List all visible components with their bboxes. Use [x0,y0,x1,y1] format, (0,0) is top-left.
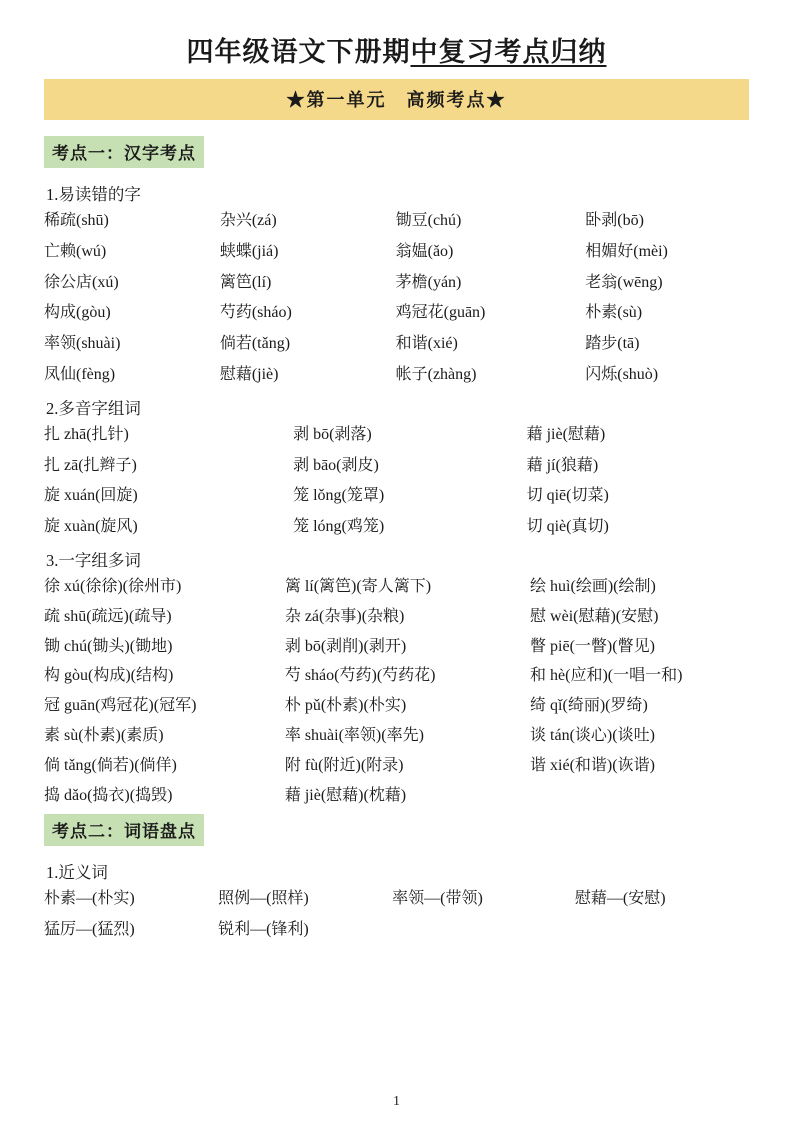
section-vocabulary [44,810,749,943]
word-item: 踏步(tā) [585,335,640,353]
word-item: 疏 shū(疏远)(疏导) [44,607,172,625]
word-item: 旋 xuán(回旋) [44,487,138,505]
word-item: 稀疏(shū) [44,212,109,229]
word-item: 藉 jí(狼藉) [526,456,599,474]
word-item: 笼 lóng(鸡笼) [293,518,385,536]
subsection-heading: 3.一字组多词 [46,550,141,570]
word-item: 附 fù(附近)(附录) [284,756,404,774]
word-item: 帐子(zhàng) [395,365,477,383]
word-item: 绘 huì(绘画)(绘制) [530,577,656,595]
polyphonic-characters-grid [44,423,749,540]
word-item: 朴 pǔ(朴素)(朴实) [284,697,407,715]
word-item: 锐利—(锋利) [218,921,309,939]
word-item: 倘 tǎng(倘若)(倘佯) [44,756,177,774]
one-character-many-words-grid [44,575,749,808]
word-item: 锄豆(chú) [395,212,462,229]
section-heading: 考点一：汉字考点 [44,136,204,168]
word-item: 捣 dǎo(捣衣)(捣毁) [44,786,173,804]
word-item: 芍 sháo(芍药)(芍药花) [284,667,436,685]
word-item: 慰藉—(安慰) [574,890,666,908]
word-item: 蛱蝶(jiá) [219,242,279,260]
word-item: 徐 xú(徐徐)(徐州市) [44,577,182,595]
word-item: 冠 guān(鸡冠花)(冠军) [44,697,197,715]
word-item: 构 gòu(构成)(结构) [44,667,174,685]
word-item: 闪烁(shuò) [585,365,659,383]
word-item: 慰藉(jiè) [219,365,279,383]
word-item: 锄 chú(锄头)(锄地) [44,637,173,655]
title-underlined: 中复习考点归纳 [410,37,607,67]
word-item: 倘若(tǎng) [219,335,291,353]
word-item: 藉 jiè(慰藉) [526,425,606,443]
word-item: 剥 bāo(剥皮) [293,456,379,474]
subsection-heading: 1.易读错的字 [46,185,141,204]
word-item: 凤仙(fèng) [44,365,116,383]
word-item: 率 shuài(率领)(率先) [284,726,424,744]
word-item: 绮 qǐ(绮丽)(罗绮) [530,697,648,715]
page-number: 1 [393,1094,400,1109]
word-item: 篱 lí(篱笆)(寄人篱下) [284,577,432,595]
unit-banner: ★第一单元 高频考点★ [44,79,749,120]
word-item: 朴素—(朴实) [44,890,135,908]
word-item: 茅檐(yán) [395,273,462,291]
word-item: 藉 jiè(慰藉)(枕藉) [284,786,407,804]
section-hanzi [44,132,749,808]
word-item: 笼 lǒng(笼罩) [293,487,385,505]
subsection-heading: 1.近义词 [46,863,108,883]
word-item: 率领(shuài) [44,335,121,353]
word-item: 素 sù(朴素)(素质) [44,726,164,744]
word-item [530,784,749,809]
word-item: 切 qiè(真切) [526,518,609,536]
section-heading: 考点二：词语盘点 [44,814,204,846]
page-title [44,30,749,69]
word-item: 鸡冠花(guān) [395,304,486,322]
word-item: 谐 xié(和谐)(诙谐) [530,756,655,774]
subsection-heading: 2.多音字组词 [46,398,141,418]
word-item: 切 qiē(切菜) [526,487,609,505]
word-item: 照例—(照样) [218,890,309,908]
word-item: 翁媪(ǎo) [395,242,454,260]
word-item: 旋 xuàn(旋风) [44,518,138,536]
word-item: 扎 zhā(扎针) [44,425,129,443]
word-item: 剥 bō(剥落) [293,425,372,443]
easily-misread-characters-grid [44,209,749,388]
word-item: 亡赖(wú) [44,242,107,260]
word-item: 猛厉—(猛烈) [44,921,135,939]
word-item [575,918,749,943]
word-item: 构成(gòu) [44,304,111,322]
word-item: 徐公店(xú) [44,273,119,291]
word-item: 剥 bō(剥削)(剥开) [284,637,407,655]
word-item: 扎 zā(扎辫子) [44,456,137,474]
word-item: 相媚好(mèi) [585,242,668,260]
word-item [392,918,575,943]
word-item: 杂 zá(杂事)(杂粮) [284,607,405,625]
word-item: 芍药(sháo) [219,304,292,322]
synonyms-grid [44,887,749,943]
word-item: 和 hè(应和)(一唱一和) [530,667,683,685]
word-item: 谈 tán(谈心)(谈吐) [530,726,655,744]
word-item: 老翁(wēng) [585,273,663,291]
word-item: 慰 wèi(慰藉)(安慰) [530,607,659,625]
word-item: 杂兴(zá) [219,212,277,229]
word-item: 篱笆(lí) [219,273,272,291]
word-item: 瞥 piē(一瞥)(瞥见) [530,637,655,655]
word-item: 朴素(sù) [585,304,643,322]
word-item: 和谐(xié) [395,335,458,353]
word-item: 卧剥(bō) [585,212,644,229]
word-item: 率领—(带领) [392,890,483,908]
title-prefix: 四年级语文下册期 [186,37,411,67]
